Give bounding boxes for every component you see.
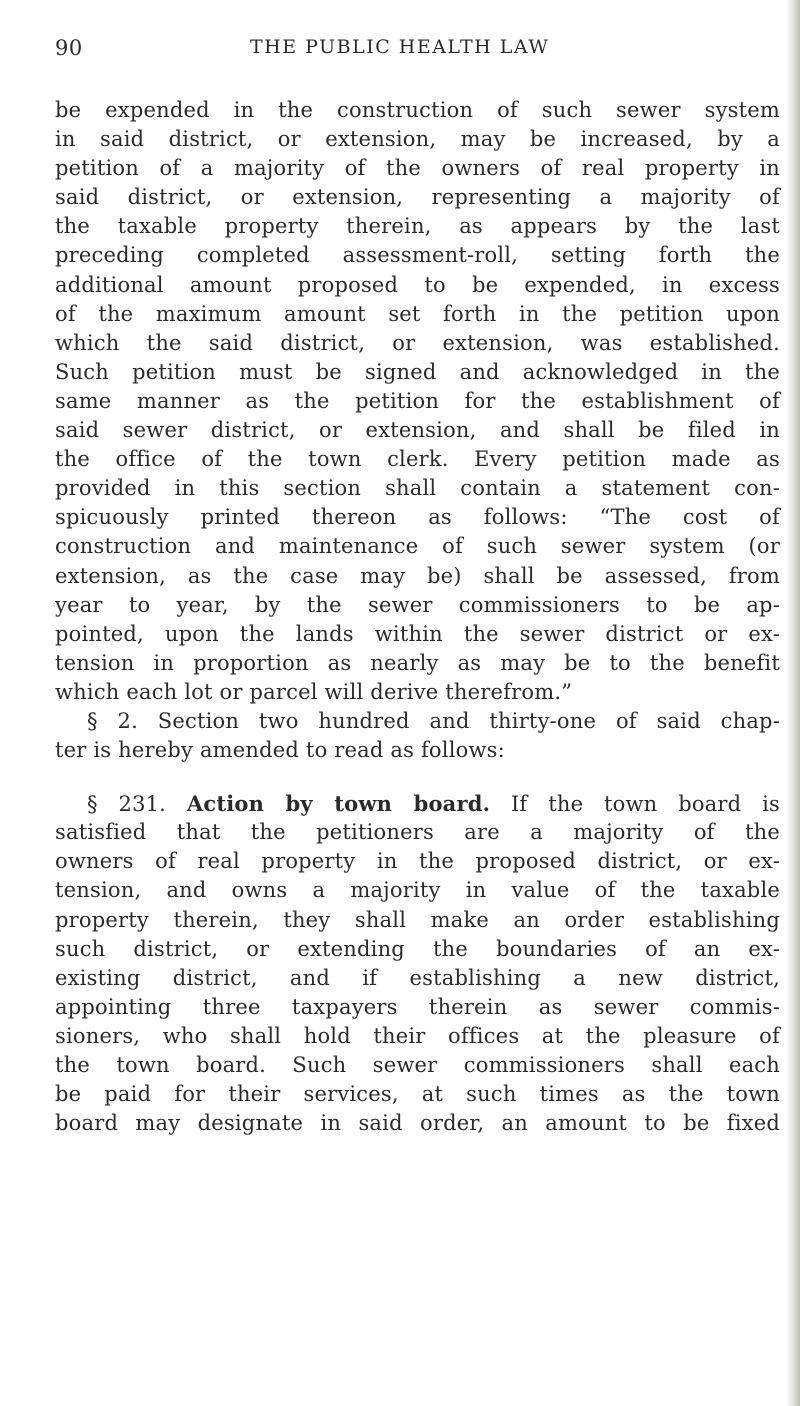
text-line: provided in this section shall contain a statement con- <box>55 476 780 501</box>
text-line: the office of the town clerk. Every petition made as <box>55 447 780 472</box>
text-line: board may designate in said order, an amount to be fixed <box>55 1111 780 1136</box>
text-line: which the said district, or extension, was established. <box>55 330 780 355</box>
text-line: § 2. Section two hundred and thirty-one of said chap- <box>87 708 780 733</box>
running-head: THE PUBLIC HEALTH LAW <box>250 36 550 58</box>
section-number: § 231. <box>87 792 167 817</box>
page-header <box>55 36 780 66</box>
text-line: construction and maintenance of such sewer system (or <box>55 534 780 559</box>
text-line: additional amount proposed to be expended, in excess <box>55 272 780 297</box>
text-line: of the maximum amount set forth in the petition upon <box>55 301 780 326</box>
section-first-line-text: If the town board is <box>510 792 780 817</box>
amendment-paragraph <box>55 707 780 765</box>
text-line: extension, as the case may be) shall be assessed, from <box>55 563 780 588</box>
text-line: such district, or extending the boundaries of an ex- <box>55 936 780 961</box>
body-text <box>55 96 780 1138</box>
text-line: the town board. Such sewer commissioners shall each <box>55 1053 780 1077</box>
text-line: tension, and owns a majority in value of the taxable <box>55 878 780 903</box>
text-line: be expended in the construction of such sewer system <box>55 98 780 122</box>
text-line: sioners, who shall hold their offices at the pleasure of <box>55 1023 780 1048</box>
text-line: petition of a majority of the owners of real property in <box>55 156 780 181</box>
text-line: said sewer district, or extension, and shall be filed in <box>55 418 780 443</box>
text-line: appointing three taxpayers therein as sewer commis- <box>55 994 780 1019</box>
text-line: said district, or extension, representing a majority of <box>55 185 780 210</box>
paragraph-continuation <box>55 96 780 707</box>
text-line: satisfied that the petitioners are a majority of the <box>55 820 780 845</box>
page-number: 90 <box>55 36 83 60</box>
text-line: in said district, or extension, may be increased, by a <box>55 127 780 152</box>
paragraph-spacer <box>55 765 780 789</box>
text-line: spicuously printed thereon as follows: “The cost of <box>55 505 780 530</box>
text-line: year to year, by the sewer commissioners to be ap- <box>55 592 780 617</box>
text-line: which each lot or parcel will derive therefrom.” <box>55 679 573 704</box>
text-line: tension in proportion as nearly as may be to the benefit <box>55 650 780 675</box>
text-line: Such petition must be signed and acknowledged in the <box>55 359 780 384</box>
text-line: existing district, and if establishing a new district, <box>55 965 780 990</box>
text-line: owners of real property in the proposed district, or ex- <box>55 849 780 874</box>
section-heading: Action by town board. <box>186 791 491 817</box>
section-first-line <box>55 789 780 818</box>
section-231 <box>55 789 780 1138</box>
text-line: be paid for their services, at such times as the town <box>55 1082 780 1107</box>
text-line: property therein, they shall make an order establishing <box>55 907 780 932</box>
text-line: pointed, upon the lands within the sewer district or ex- <box>55 621 780 646</box>
page-edge-shadow <box>786 0 800 1406</box>
text-line: ter is hereby amended to read as follows: <box>55 738 505 763</box>
text-line: the taxable property therein, as appears by the last <box>55 214 780 239</box>
text-line: same manner as the petition for the establishment of <box>55 388 780 413</box>
text-line: preceding completed assessment-roll, setting forth the <box>55 243 780 268</box>
